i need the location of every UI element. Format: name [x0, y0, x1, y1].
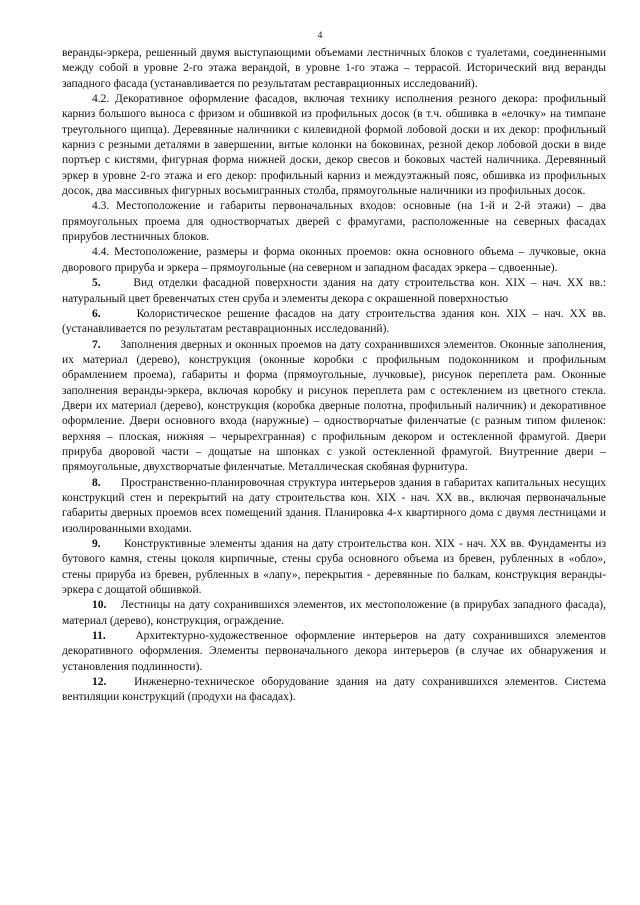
paragraph-9 [62, 537, 606, 598]
paragraph-continuation [62, 46, 606, 92]
paragraph-number: 7. [92, 338, 101, 351]
document-body [62, 46, 606, 706]
paragraph-11 [62, 629, 606, 675]
paragraph-number: 11. [92, 630, 106, 643]
paragraph-text: Архитектурно-художественное оформление интерьеров на дату сохранившихся элементов декоративного оформления. Элементы первоначального декора интерьеров (в случае их обнаружения и установления подлинности). [62, 630, 606, 673]
paragraph-text: 4.2. Декоративное оформление фасадов, включая технику исполнения резного декора: профильный карниз большого выноса с фризом и обшивкой из профильных досок (в т.ч. обшивка в «елочку» на тимпане треугольного щипца). Деревянные наличники с килевидной формой лобовой доски и их декор: профильный карниз с резными деталями в завершении, витые колонки на боковинах, резной декор лобовой доски в виде портьер с кистями, фигурная форма нижней доски, декор свесов и боковых частей наличника. Деревянный эркер в уровне 2-го этажа и его декор: профильный карниз и междуэтажный пояс, обшивка из профильных досок, два массивных фигурных восьмигранных столба, прямоугольные наличники из профильных досок. [62, 93, 606, 198]
paragraph-text: Вид отделки фасадной поверхности здания на дату строительства кон. XIX – нач. XX вв.: натуральный цвет бревенчатых стен сруба и элементы декора с окрашенной поверхностью [62, 277, 606, 305]
paragraph-12 [62, 675, 606, 706]
paragraph-text: Лестницы на дату сохранившихся элементов, их местоположение (в прирубах западного фасада), материал (дерево), конструкция, ограждение. [62, 599, 607, 627]
paragraph-4-3 [62, 199, 606, 245]
paragraph-text: Конструктивные элементы здания на дату строительства кон. XIX - нач. XX вв. Фундаменты из бутового камня, стены цоколя кирпичные, стены сруба основного объема из бревен, рубленных в «обло», стены прируба из бревен, рубленных в «лапу», перекрытия - деревянные по балкам, конструкция веранды-эркера с дощатой обшивкой. [62, 538, 606, 597]
paragraph-10 [62, 598, 606, 629]
paragraph-4-4 [62, 245, 606, 276]
paragraph-number: 6. [92, 307, 101, 320]
paragraph-text: Инженерно-техническое оборудование здания на дату сохранившихся элементов. Система вентиляции конструкций (продухи на фасадах). [62, 676, 607, 704]
paragraph-text: Пространственно-планировочная структура интерьеров здания в габаритах капитальных несущих конструкций стен и перекрытий на дату строительства кон. XIX - нач. XX вв., включая первоначальные габариты дверных проемов всех помещений здания. Планировка 4-х квартирного дома с двумя лестницами и изолированными входами. [62, 476, 607, 535]
paragraph-number: 5. [92, 277, 101, 290]
paragraph-7 [62, 338, 606, 476]
paragraph-text: веранды-эркера, решенный двумя выступающими объемами лестничных блоков с туалетами, соединенными между собой в уровне 2-го этажа верандой, в уровне 1-го этажа – террасой. Исторический вид веранды западного фасада (устанавливается по результатам реставрационных исследований). [62, 47, 606, 90]
paragraph-number: 12. [92, 676, 107, 689]
paragraph-text: Заполнения дверных и оконных проемов на дату сохранившихся элементов. Оконные заполнения, их материал (дерево), конструкция (оконные коробки с профильным подоконником и профильным обрамлением проема), габариты и форма (прямоугольные, лучковые), рисунок переплета рам. Оконные заполнения веранды-эркера, включая коробку и рисунок переплета рам с остеклением из цветного стекла. Двери их материал (дерево), конструкция (коробка дверные полотна, профильный наличник) и декоративное оформление. Двери основного входа (наружные) – одностворчатые филенчатые (с разным типом филенок: верхняя – плоская, нижняя – черырехгранная) с профильным декором и остекленной фрамугой. Двери прируба дворовой части – дощатые на шпонках с узкой остекленной фрамугой. Внутренние двери – прямоугольные, двухстворчатые филенчатые. Металлическая скобяная фурнитура. [62, 338, 606, 474]
paragraph-6 [62, 307, 606, 338]
paragraph-8 [62, 476, 606, 537]
paragraph-number: 8. [92, 476, 101, 489]
paragraph-text: 4.3. Местоположение и габариты первоначальных входов: основные (на 1-й и 2-й этажи) – два прямоугольных проема для одностворчатых дверей с фрамугами, расположенные на северных фасадах прирубов лестничных блоков. [62, 200, 606, 244]
paragraph-5 [62, 276, 606, 307]
paragraph-number: 10. [92, 599, 107, 612]
paragraph-number: 9. [92, 538, 101, 550]
paragraph-4-2 [62, 92, 606, 199]
page-number: 4 [317, 31, 323, 41]
paragraph-text: 4.4. Местоположение, размеры и форма оконных проемов: окна основного объема – лучковые, окна дворового прируба и эркера – прямоугольные (на северном и западном фасадах эркера – сдвоенные). [62, 246, 606, 274]
paragraph-text: Колористическое решение фасадов на дату строительства здания кон. XIX – нач. XX вв. (устанавливается по результатам реставрационных исследований). [62, 307, 606, 336]
